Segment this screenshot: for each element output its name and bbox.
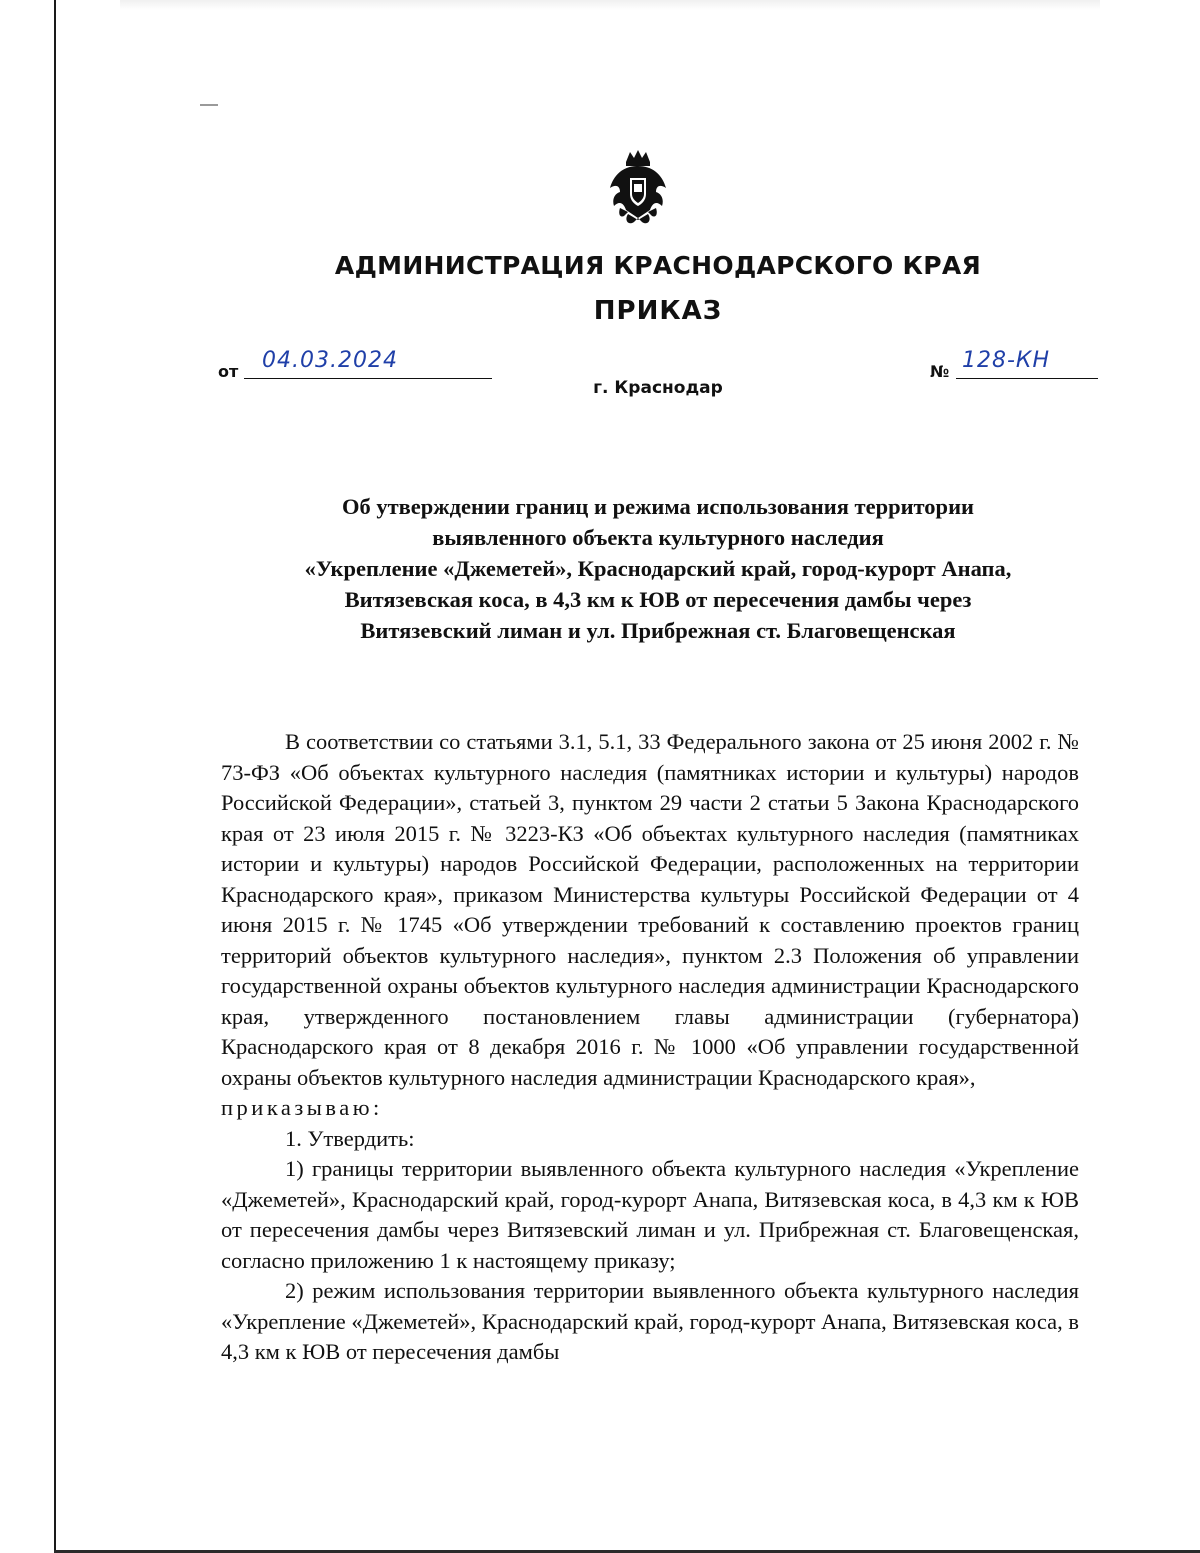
item-1-1: 1) границы территории выявленного объекта культурного наследия «Укрепление «Джеметей», Краснодарский край, город-курорт Анапа, Витязевская коса, в 4,3 км к ЮВ от пересечения дамбы через Витязевский лиман и ул. Прибрежная ст. Благовещенская, согласно приложению 1 к настоящему приказу;	[221, 1156, 1079, 1273]
subject-line: выявленного объекта культурного наследия	[432, 525, 884, 550]
subject-line: Витязевская коса, в 4,3 км к ЮВ от пересечения дамбы через	[344, 587, 972, 612]
item-1-2: 2) режим использования территории выявленного объекта культурного наследия «Укрепление «Джеметей», Краснодарский край, город-курорт Анапа, Витязевская коса, в 4,3 км к ЮВ от пересечения дамбы	[221, 1278, 1079, 1364]
number-value: 128-КН	[962, 348, 1051, 373]
preamble-paragraph: В соответствии со статьями 3.1, 5.1, 33 Федерального закона от 25 июня 2002 г. № 73-ФЗ «Об объектах культурного наследия (памятниках истории и культуры) народов Российской Федерации», статьей 3, пунктом 29 части 2 статьи 5 Закона Краснодарского края от 23 июля 2015 г. № 3223-КЗ «Об объектах культурного наследия (памятниках истории и культуры) народов Российской Федерации, расположенных на территории Краснодарского края», приказом Министерства культуры Российской Федерации от 4 июня 2015 г. № 1745 «Об утверждении требований к составлению проектов границ территорий объектов культурного наследия», пунктом 2.3 Положения об управлении государственной охраны объектов культурного наследия администрации Краснодарского края, утвержденного постановлением главы администрации (губернатора) Краснодарского края от 8 декабря 2016 г. № 1000 «Об управлении государственной охраны объектов культурного наследия администрации Краснодарского края»,	[221, 729, 1079, 1090]
date-prefix: от	[218, 362, 239, 381]
scan-left-edge	[54, 0, 56, 1553]
item-1: 1. Утвердить:	[285, 1125, 415, 1151]
scan-shadow	[120, 0, 1100, 10]
subject-line: Об утверждении границ и режима использования территории	[341, 494, 975, 519]
order-word: приказываю:	[221, 1095, 383, 1120]
coat-of-arms-icon	[606, 148, 670, 230]
date-value: 04.03.2024	[262, 348, 398, 373]
subject-line: «Укрепление «Джеметей», Краснодарский край, город-курорт Анапа,	[304, 556, 1012, 581]
number-prefix: №	[930, 362, 950, 381]
document-body	[221, 727, 1079, 1368]
subject-line: Витязевский лиман и ул. Прибрежная ст. Благовещенская	[360, 618, 956, 643]
organization-title: АДМИНИСТРАЦИЯ КРАСНОДАРСКОГО КРАЯ	[334, 251, 982, 280]
city: г. Краснодар	[593, 378, 723, 398]
document-type: ПРИКАЗ	[593, 296, 723, 326]
scan-mark	[200, 104, 218, 106]
document-subject	[210, 491, 1106, 646]
